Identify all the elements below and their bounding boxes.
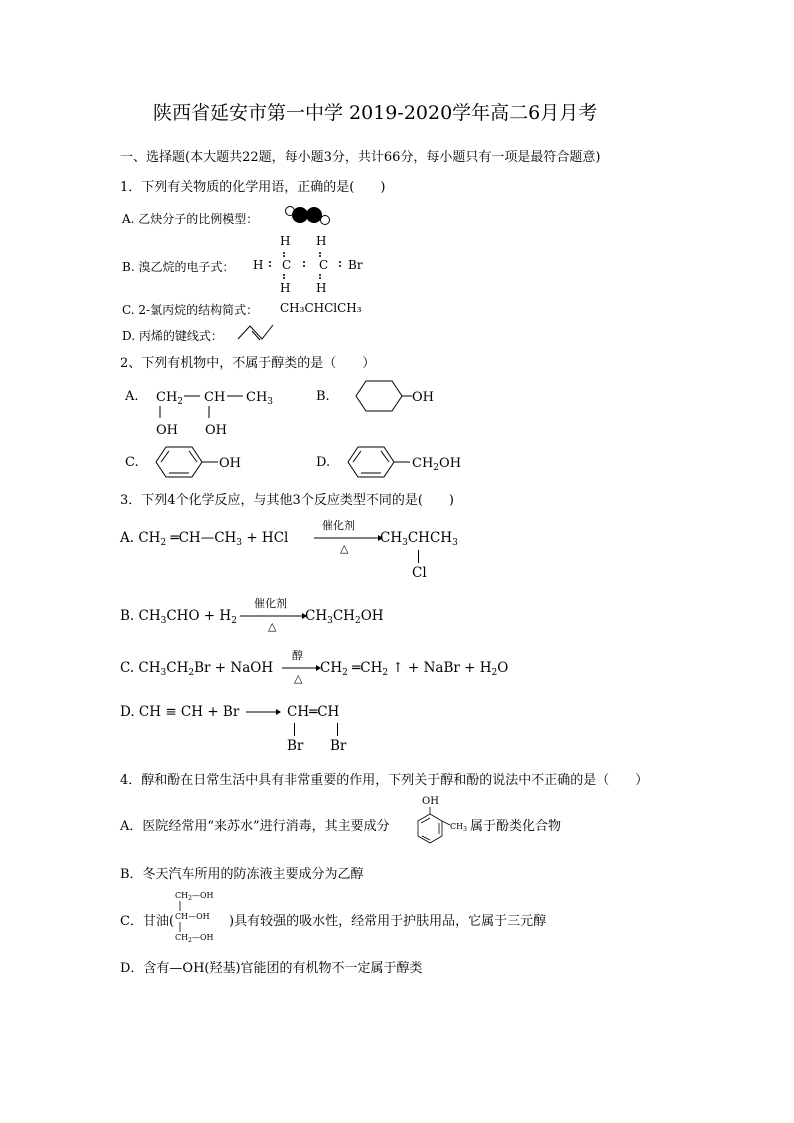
q3-b-product: $CH_3CH_2OH$ — [305, 608, 384, 626]
q3-c-products: $CH_2$ $═CH_2$ ↑ + NaBr + $H_2O$ — [320, 660, 509, 678]
svg-text:催化剂: 催化剂 — [322, 519, 355, 532]
propanediol-structure — [150, 382, 280, 440]
svg-text:CH3: $CH_3$ — [450, 822, 467, 833]
q4-c-post: )具有较强的吸水性，经常用于护肤用品，它属于三元醇 — [229, 914, 547, 929]
q2-c-label: C. — [125, 455, 139, 470]
svg-text:H: H — [316, 234, 327, 248]
q3-d-br-left: Br — [287, 738, 304, 754]
svg-text:H: H — [280, 281, 291, 294]
svg-text:CH3: $CH_3$ — [246, 390, 274, 407]
phenol-structure — [150, 444, 250, 482]
q3-a-product: $CH_3CHCH_3$ — [380, 530, 458, 548]
svg-text:CH2: $CH_2$ — [156, 390, 184, 407]
q4-option-d: D．含有—OH(羟基)官能团的有机物不一定属于醇类 — [120, 961, 423, 976]
svg-text:CH2—OH: $CH_2—OH$ — [175, 891, 214, 902]
q1-option-c-formula: CH₃CHClCH₃ — [280, 301, 362, 315]
cyclohexanol-structure — [342, 378, 442, 416]
q3-a-arrow — [312, 518, 384, 558]
benzyl-alcohol-structure — [342, 444, 472, 482]
q2-a-label: A. — [125, 389, 139, 404]
svg-text:OH: OH — [205, 423, 227, 438]
section-heading: 一、选择题(本大题共22题，每小题3分，共计66分，每小题只有一项是最符合题意) — [120, 150, 601, 165]
q3-d-reactants: D. CH ≡ CH + Br — [120, 704, 240, 720]
q3-a-bond — [418, 550, 419, 563]
exam-title: 陕西省延安市第一中学 2019-2020学年高二6月月考 — [153, 102, 598, 124]
glycerol-structure — [171, 886, 231, 946]
q3-d-bond-right — [337, 723, 338, 736]
q3-b-reactants: B. $CH_3CHO + H_2$ — [120, 608, 237, 626]
q4-a-post: 属于酚类化合物 — [470, 819, 562, 834]
q3-c-arrow — [280, 648, 324, 688]
svg-text:H: H — [280, 234, 291, 248]
cresol-structure — [408, 792, 472, 854]
q4-c-pre: C．甘油( — [120, 914, 175, 929]
svg-text:CH2OH: $CH_2OH$ — [412, 456, 462, 473]
q3-b-arrow — [238, 596, 310, 636]
svg-text:催化剂: 催化剂 — [254, 597, 287, 610]
svg-text:△: △ — [268, 620, 277, 633]
bromoethane-electron-formula — [247, 234, 367, 294]
svg-text:醇: 醇 — [292, 649, 303, 662]
svg-text:OH: OH — [422, 796, 439, 807]
svg-text:CH: CH — [204, 390, 226, 405]
q4-option-b: B．冬天汽车所用的防冻液主要成分为乙醇 — [120, 867, 364, 882]
svg-text:OH: OH — [156, 423, 178, 438]
acetylene-model — [282, 204, 334, 228]
svg-text:△: △ — [340, 542, 349, 555]
q3-d-arrow — [244, 704, 284, 720]
svg-text:H: H — [316, 281, 327, 294]
q4-a-pre: A．医院经常用“来苏水”进行消毒，其主要成分 — [120, 819, 390, 834]
svg-text:△: △ — [294, 672, 303, 685]
svg-text:C: C — [319, 258, 329, 272]
q3-stem: 3．下列4个化学反应，与其他3个反应类型不同的是( ) — [120, 493, 454, 508]
q3-a-cl: Cl — [412, 565, 427, 581]
svg-text:OH: OH — [412, 390, 434, 405]
q2-d-label: D. — [316, 455, 331, 470]
q3-a-reactants: A. $CH_2$ $═CH—CH_3$ + HCl — [120, 530, 289, 548]
q2-b-label: B. — [316, 389, 330, 404]
q1-option-b: B. 溴乙烷的电子式： — [122, 260, 235, 274]
q4-stem: 4．醇和酚在日常生活中具有非常重要的作用，下列关于醇和酚的说法中不正确的是（ ） — [120, 773, 649, 788]
svg-text:OH: OH — [219, 456, 241, 471]
svg-text:H: H — [253, 258, 264, 272]
q3-d-product: CH═CH — [287, 704, 340, 720]
q2-stem: 2、下列有机物中，不属于醇类的是（ ） — [120, 356, 376, 371]
q3-c-reactants: C. $CH_3CH_2Br$ + NaOH — [120, 660, 274, 678]
q3-d-bond-left — [294, 723, 295, 736]
svg-text:CH—OH: CH—OH — [175, 912, 210, 921]
q1-option-c-label: C. 2-氯丙烷的结构简式： — [122, 303, 259, 317]
q1-option-d: D. 丙烯的键线式： — [122, 329, 223, 343]
propene-skeletal — [236, 322, 276, 342]
q1-stem: 1．下列有关物质的化学用语，正确的是( ) — [120, 180, 386, 195]
svg-text:CH2—OH: $CH_2—OH$ — [175, 933, 214, 944]
q1-option-a: A. 乙炔分子的比例模型： — [122, 212, 259, 226]
svg-text:Br: Br — [348, 258, 363, 272]
svg-text:C: C — [282, 258, 292, 272]
q3-d-br-right: Br — [330, 738, 347, 754]
